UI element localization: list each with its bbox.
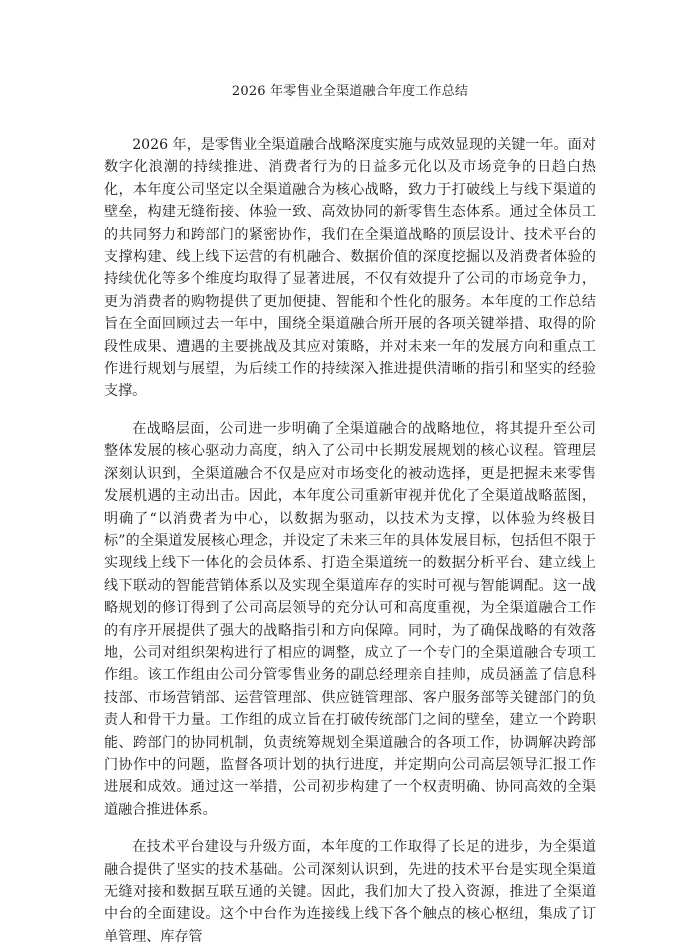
paragraph-technology: 在技术平台建设与升级方面，本年度的工作取得了长足的进步，为全渠道融合提供了坚实的技术基础。公司深刻认识到，先进的技术平台是实现全渠道无缝对接和数据互联互通的关键。因此，我们加大了投入资源，推进了全渠道中台的全面建设。这个中台作为连接线上线下各个触点的核心枢纽，集成了订单管理、库存管 [104,839,596,945]
document-title: 2026 年零售业全渠道融合年度工作总结 [231,84,469,99]
paragraph-strategy: 在战略层面，公司进一步明确了全渠道融合的战略地位，将其提升至公司整体发展的核心驱动力高度，纳入了公司中长期发展规划的核心议程。管理层深刻认识到，全渠道融合不仅是应对市场变化的被动选择，更是把握未来零售发展机遇的主动出击。因此，本年度公司重新审视并优化了全渠道战略蓝图，明确了“以消费者为中心，以数据为驱动，以技术为支撑，以体验为终极目标”的全渠道发展核心理念，并设定了未来三年的具体发展目标，包括但不限于实现线上线下一体化的会员体系、打造全渠道统一的数据分析平台、建立线上线下联动的智能营销体系以及实现全渠道库存的实时可视与智能调配。这一战略规划的修订得到了公司高层领导的充分认可和高度重视，为全渠道融合工作的有序开展提供了强大的战略指引和方向保障。同时，为了确保战略的有效落地，公司对组织架构进行了相应的调整，成立了一个专门的全渠道融合专项工作组。该工作组由公司分管零售业务的副总经理亲自挂帅，成员涵盖了信息科技部、市场营销部、运营管理部、供应链管理部、客户服务部等关键部门的负责人和骨干力量。工作组的成立旨在打破传统部门之间的壁垒，建立一个跨职能、跨部门的协同机制，负责统筹规划全渠道融合的各项工作，协调解决跨部门协作中的问题，监督各项计划的执行进度，并定期向公司高层领导汇报工作进展和成效。通过这一举措，公司初步构建了一个权责明确、协同高效的全渠道融合推进体系。 [104,420,596,818]
paragraph-intro: 2026 年，是零售业全渠道融合战略深度实施与成效显现的关键一年。面对数字化浪潮的持续推进、消费者行为的日益多元化以及市场竞争的日趋白热化，本年度公司坚定以全渠道融合为核心战略，致力于打破线上与线下渠道的壁垒，构建无缝衔接、体验一致、高效协同的新零售生态体系。通过全体员工的共同努力和跨部门的紧密协作，我们在全渠道战略的顶层设计、技术平台的支撑构建、线上线下运营的有机融合、数据价值的深度挖掘以及消费者体验的持续优化等多个维度均取得了显著进展，不仅有效提升了公司的市场竞争力，更为消费者的购物提供了更加便捷、智能和个性化的服务。本年度的工作总结旨在全面回顾过去一年中，围绕全渠道融合所开展的各项关键举措、取得的阶段性成果、遭遇的主要挑战及其应对策略，并对未来一年的发展方向和重点工作进行规划与展望，为后续工作的持续深入推进提供清晰的指引和坚实的经验支撑。 [104,137,596,400]
document-body [104,134,596,948]
